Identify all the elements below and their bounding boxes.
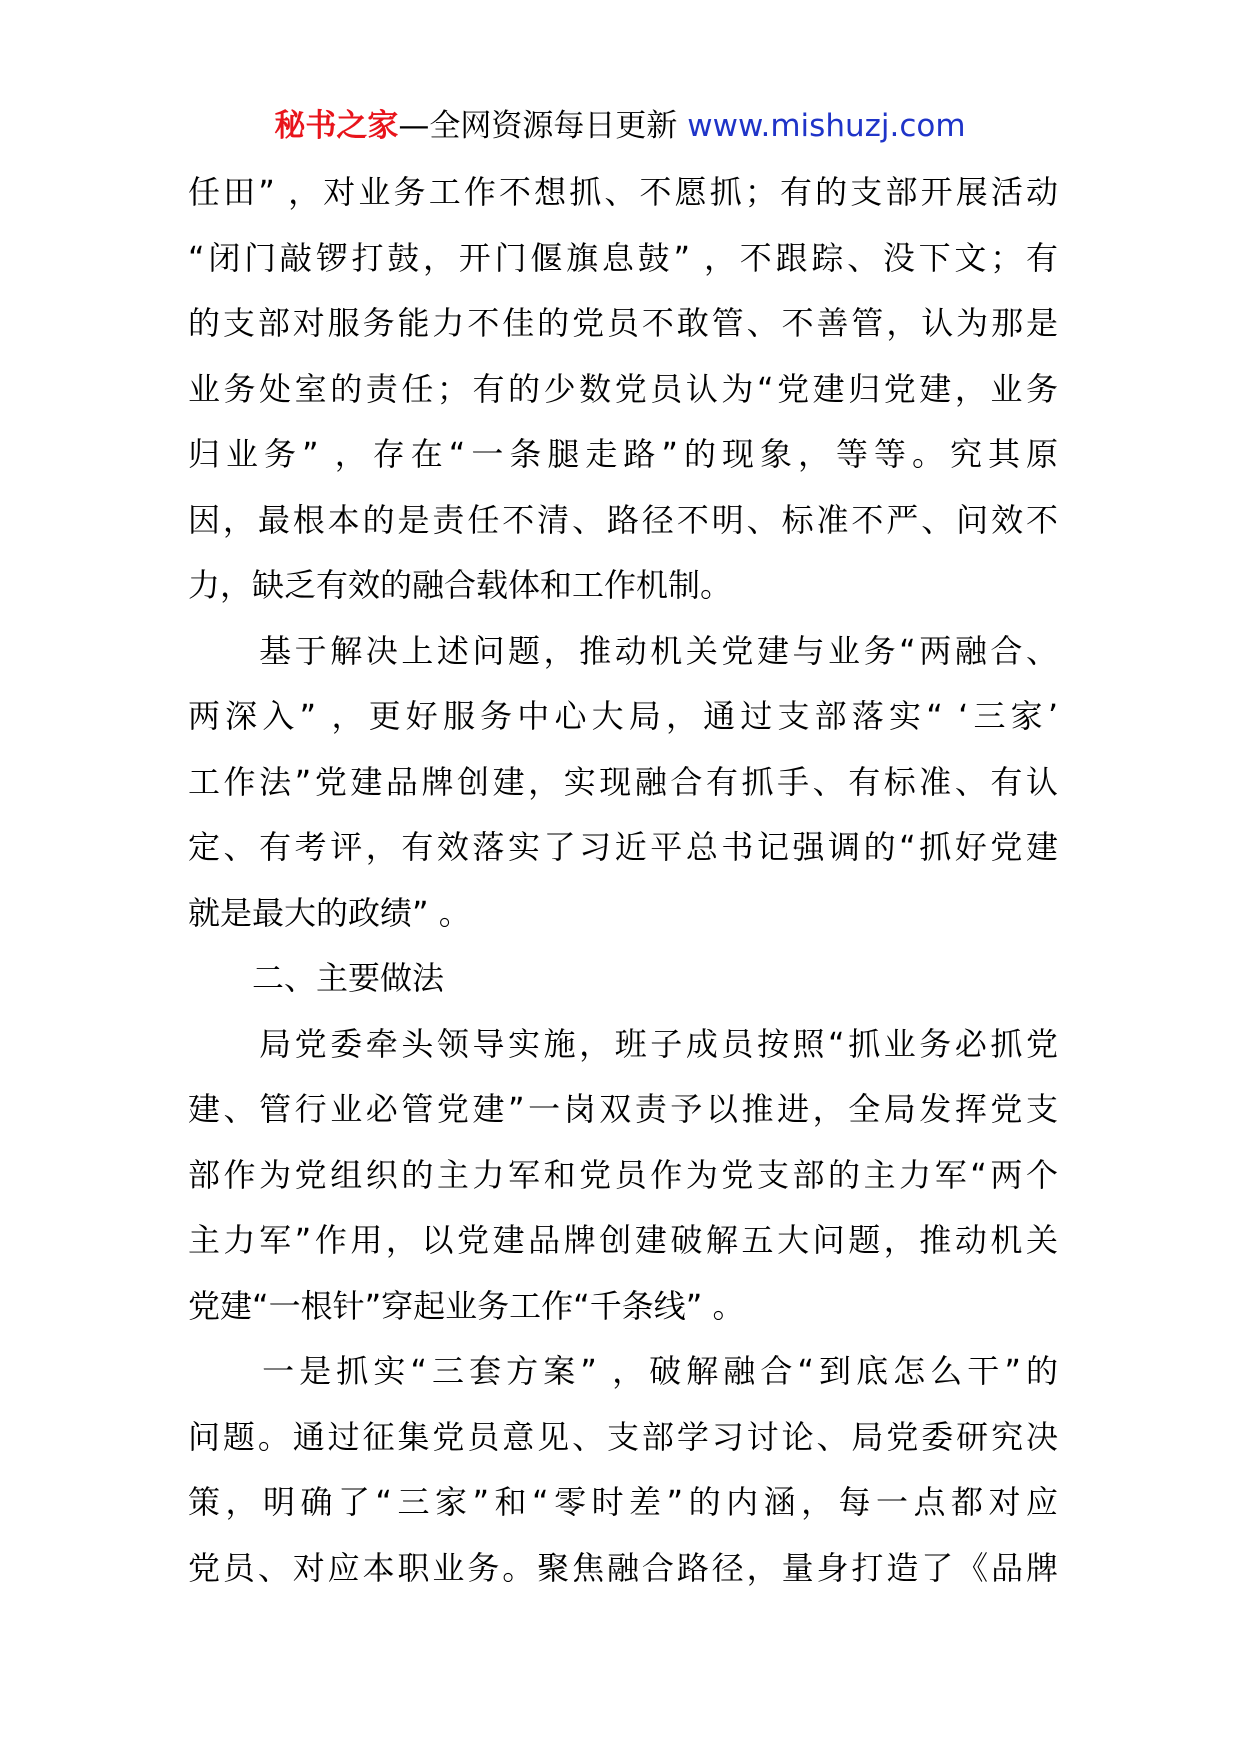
document-body	[188, 160, 1058, 1601]
text-line: 两深入” ，更好服务中心大局，通过支部落实“ ‘三家’	[188, 697, 1058, 735]
text-line: 业务处室的责任；有的少数党员认为“党建归党建，业务	[188, 369, 1058, 408]
section-heading: 二、主要做法	[188, 959, 445, 997]
site-brand: 秘书之家	[274, 108, 399, 144]
text-line: 建、管行业必管党建”一岗双责予以推进，全局发挥党支	[188, 1090, 1058, 1128]
text-line: 定、有考评，有效落实了习近平总书记强调的“抓好党建	[188, 828, 1058, 866]
text-line: 因，最根本的是责任不清、路径不明、标准不严、问效不	[188, 500, 1058, 539]
text-line: 一是抓实“三套方案” ，破解融合“到底怎么干”的	[188, 1352, 1058, 1390]
text-line: 问题。通过征集党员意见、支部学习讨论、局党委研究决	[188, 1417, 1058, 1456]
text-line: 任田” ，对业务工作不想抓、不愿抓；有的支部开展活动	[188, 173, 1058, 211]
site-tagline: —全网资源每日更新	[398, 108, 688, 144]
text-line: 基于解决上述问题，推动机关党建与业务“两融合、	[188, 631, 1058, 670]
text-line: 党员、对应本职业务。聚焦融合路径，量身打造了《品牌	[188, 1548, 1058, 1587]
text-line: 部作为党组织的主力军和党员作为党支部的主力军“两个	[188, 1155, 1058, 1194]
text-line: 党建“一根针”穿起业务工作“千条线” 。	[188, 1286, 745, 1325]
text-line: 局党委牵头领导实施，班子成员按照“抓业务必抓党	[188, 1024, 1058, 1063]
text-line: “闭门敲锣打鼓，开门偃旗息鼓” ，不跟踪、没下文；有	[188, 238, 1058, 277]
site-header	[0, 100, 1240, 152]
text-line: 工作法”党建品牌创建，实现融合有抓手、有标准、有认	[188, 762, 1058, 801]
text-line: 力，缺乏有效的融合载体和工作机制。	[188, 566, 733, 604]
text-line: 主力军”作用，以党建品牌创建破解五大问题，推动机关	[188, 1221, 1058, 1259]
text-line: 策，明确了“三家”和“零时差”的内涵，每一点都对应	[188, 1483, 1058, 1521]
site-url-link[interactable]: www.mishuzj.com	[687, 108, 966, 144]
text-line: 的支部对服务能力不佳的党员不敢管、不善管，认为那是	[188, 304, 1058, 342]
text-line: 归业务” ，存在“一条腿走路”的现象，等等。究其原	[188, 435, 1058, 473]
text-line: 就是最大的政绩” 。	[188, 893, 471, 932]
